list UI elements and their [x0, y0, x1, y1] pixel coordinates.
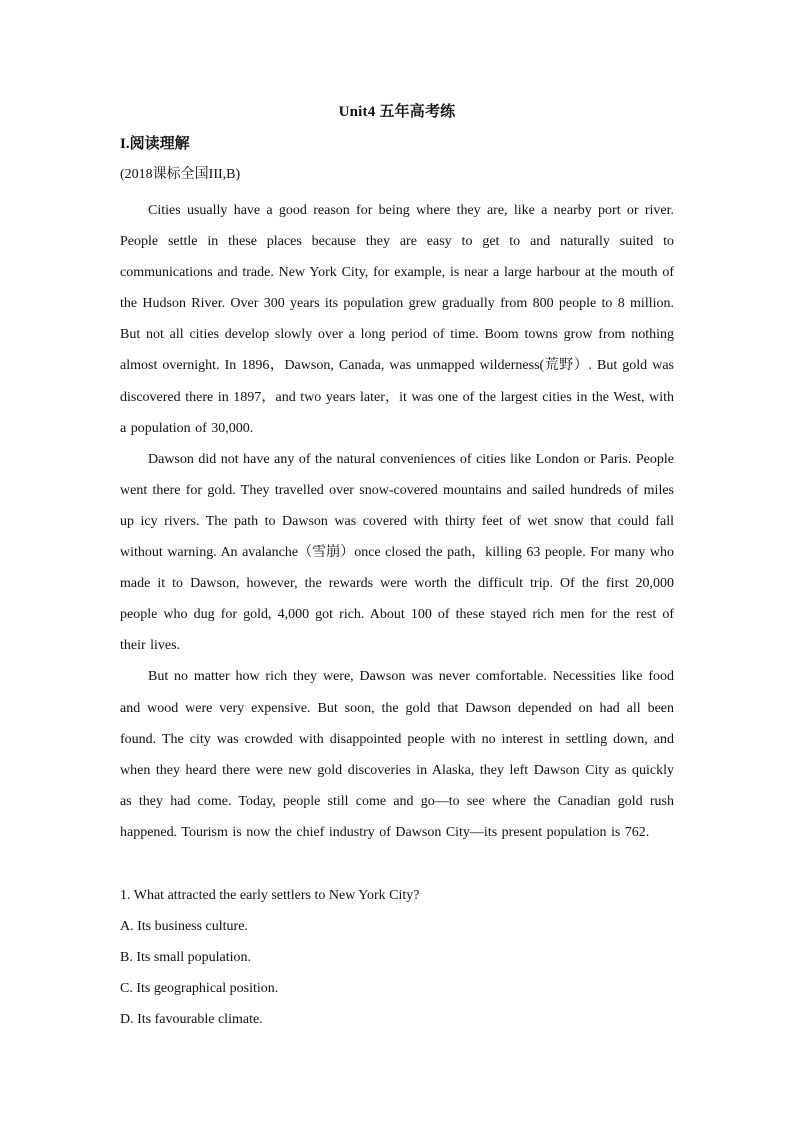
question-block — [120, 880, 674, 1035]
reading-passage — [120, 195, 674, 848]
option-b: B. Its small population. — [120, 950, 252, 966]
page-title: Unit4 五年高考练 — [338, 104, 456, 120]
option-a: A. Its business culture. — [120, 919, 248, 935]
source-citation: (2018课标全国III,B) — [120, 167, 241, 182]
question-stem: 1. What attracted the early settlers to New York City? — [120, 888, 420, 903]
passage-paragraph-3: But no matter how rich they were, Dawson was never comfortable. Necessities like food and wood were very expensive. But soon, the gold that Dawson depended on had all been found. The city was crowded with disappointed people with no interest in settling down, and when they heard there were new gold discoveries in Alaska, they left Dawson City as quickly as they had come. Today, people still come and go—to see where the Canadian gold rush happened. Tourism is now the chief industry of Dawson City—its present population is 762. — [120, 669, 674, 840]
passage-paragraph-1: Cities usually have a good reason for being where they are, like a nearby port or river. People settle in these places because they are easy to get to and naturally suited to communications and trade. New York City, for example, is near a large harbour at the mouth of the Hudson River. Over 300 years its population grew gradually from 800 people to 8 million. But not all cities develop slowly over a long period of time. Boom towns grow from nothing almost overnight. In 1896，Dawson, Canada, was unmapped wilderness(荒野）. But gold was discovered there in 1897，and two years later，it was one of the largest cities in the West, with a population of 30,000. — [120, 203, 674, 436]
passage-paragraph-2: Dawson did not have any of the natural conveniences of cities like London or Paris. People went there for gold. They travelled over snow-covered mountains and sailed hundreds of miles up icy rivers. The path to Dawson was covered with thirty feet of wet snow that could fall without warning. An avalanche（雪崩）once closed the path，killing 63 people. For many who made it to Dawson, however, the rewards were worth the difficult trip. Of the first 20,000 people who dug for gold, 4,000 got rich. About 100 of these stayed rich men for the rest of their lives. — [120, 451, 674, 654]
section-heading: I.阅读理解 — [120, 136, 190, 152]
option-c: C. Its geographical position. — [120, 981, 279, 997]
option-d: D. Its favourable climate. — [120, 1012, 263, 1028]
